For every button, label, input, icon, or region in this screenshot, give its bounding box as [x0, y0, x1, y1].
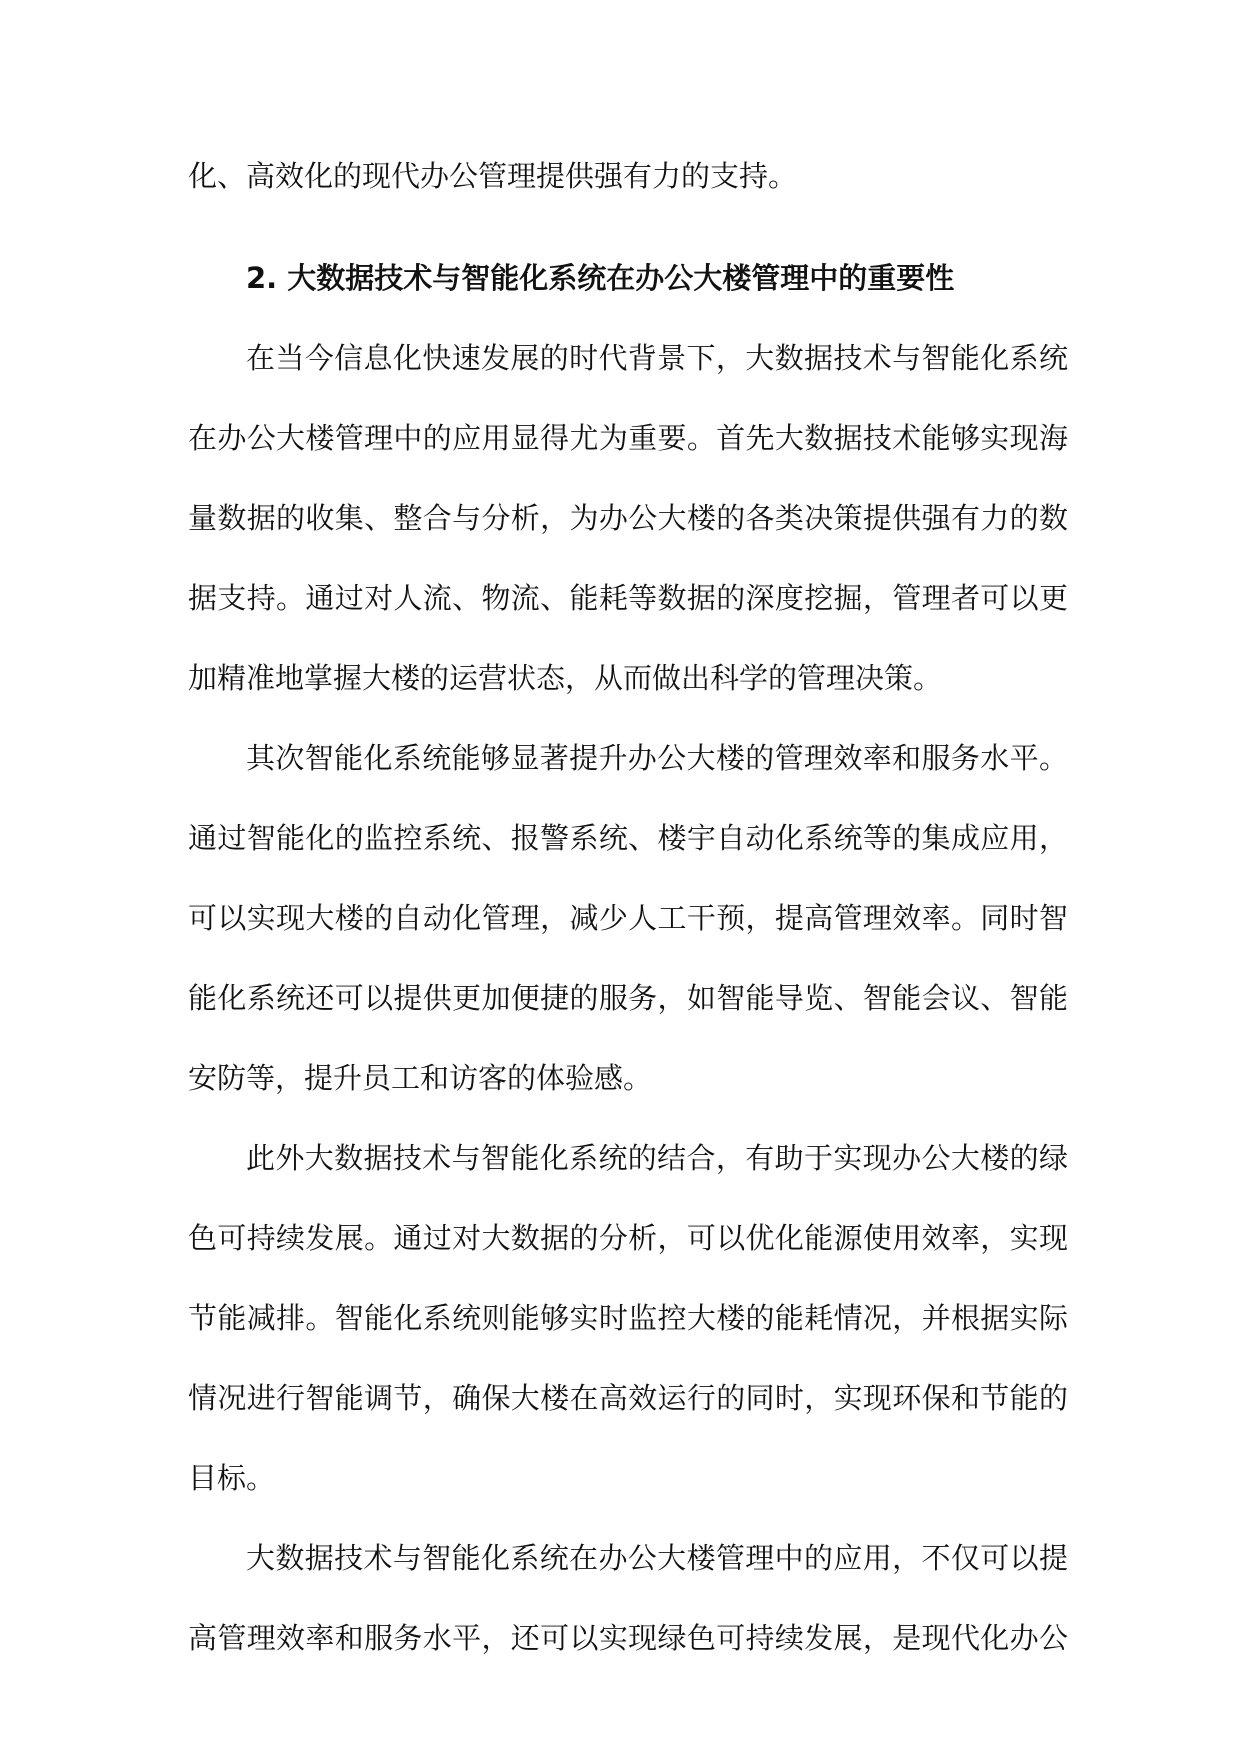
paragraph-3-line-1: 此外大数据技术与智能化系统的结合，有助于实现办公大楼的绿: [246, 1141, 1068, 1175]
section-heading: 2. 大数据技术与智能化系统在办公大楼管理中的重要性: [246, 261, 955, 295]
paragraph-2-line-2: 通过智能化的监控系统、报警系统、楼宇自动化系统等的集成应用，: [188, 821, 1068, 855]
paragraph-1-line-5: 加精准地掌握大楼的运营状态，从而做出科学的管理决策。: [188, 661, 943, 695]
paragraph-3-line-3: 节能减排。智能化系统则能够实时监控大楼的能耗情况，并根据实际: [188, 1301, 1068, 1335]
paragraph-3-line-4: 情况进行智能调节，确保大楼在高效运行的同时，实现环保和节能的: [188, 1381, 1068, 1415]
paragraph-2-line-5: 安防等，提升员工和访客的体验感。: [188, 1061, 653, 1095]
paragraph-2-line-1: 其次智能化系统能够显著提升办公大楼的管理效率和服务水平。: [246, 741, 1068, 775]
paragraph-2-line-4: 能化系统还可以提供更加便捷的服务，如智能导览、智能会议、智能: [188, 981, 1068, 1015]
paragraph-4-line-2: 高管理效率和服务水平，还可以实现绿色可持续发展，是现代化办公: [188, 1621, 1068, 1655]
paragraph-4-line-1: 大数据技术与智能化系统在办公大楼管理中的应用，不仅可以提: [246, 1541, 1068, 1575]
paragraph-1-line-1: 在当今信息化快速发展的时代背景下，大数据技术与智能化系统: [246, 341, 1068, 375]
paragraph-1-line-3: 量数据的收集、整合与分析，为办公大楼的各类决策提供强有力的数: [188, 501, 1068, 535]
intro-tail-line: 化、高效化的现代办公管理提供强有力的支持。: [188, 159, 798, 193]
paragraph-3-line-5: 目标。: [188, 1461, 276, 1495]
paragraph-1-line-4: 据支持。通过对人流、物流、能耗等数据的深度挖掘，管理者可以更: [188, 581, 1068, 615]
paragraph-1-line-2: 在办公大楼管理中的应用显得尤为重要。首先大数据技术能够实现海: [188, 421, 1068, 455]
paragraph-2-line-3: 可以实现大楼的自动化管理，减少人工干预，提高管理效率。同时智: [188, 901, 1068, 935]
paragraph-3-line-2: 色可持续发展。通过对大数据的分析，可以优化能源使用效率，实现: [188, 1221, 1068, 1255]
